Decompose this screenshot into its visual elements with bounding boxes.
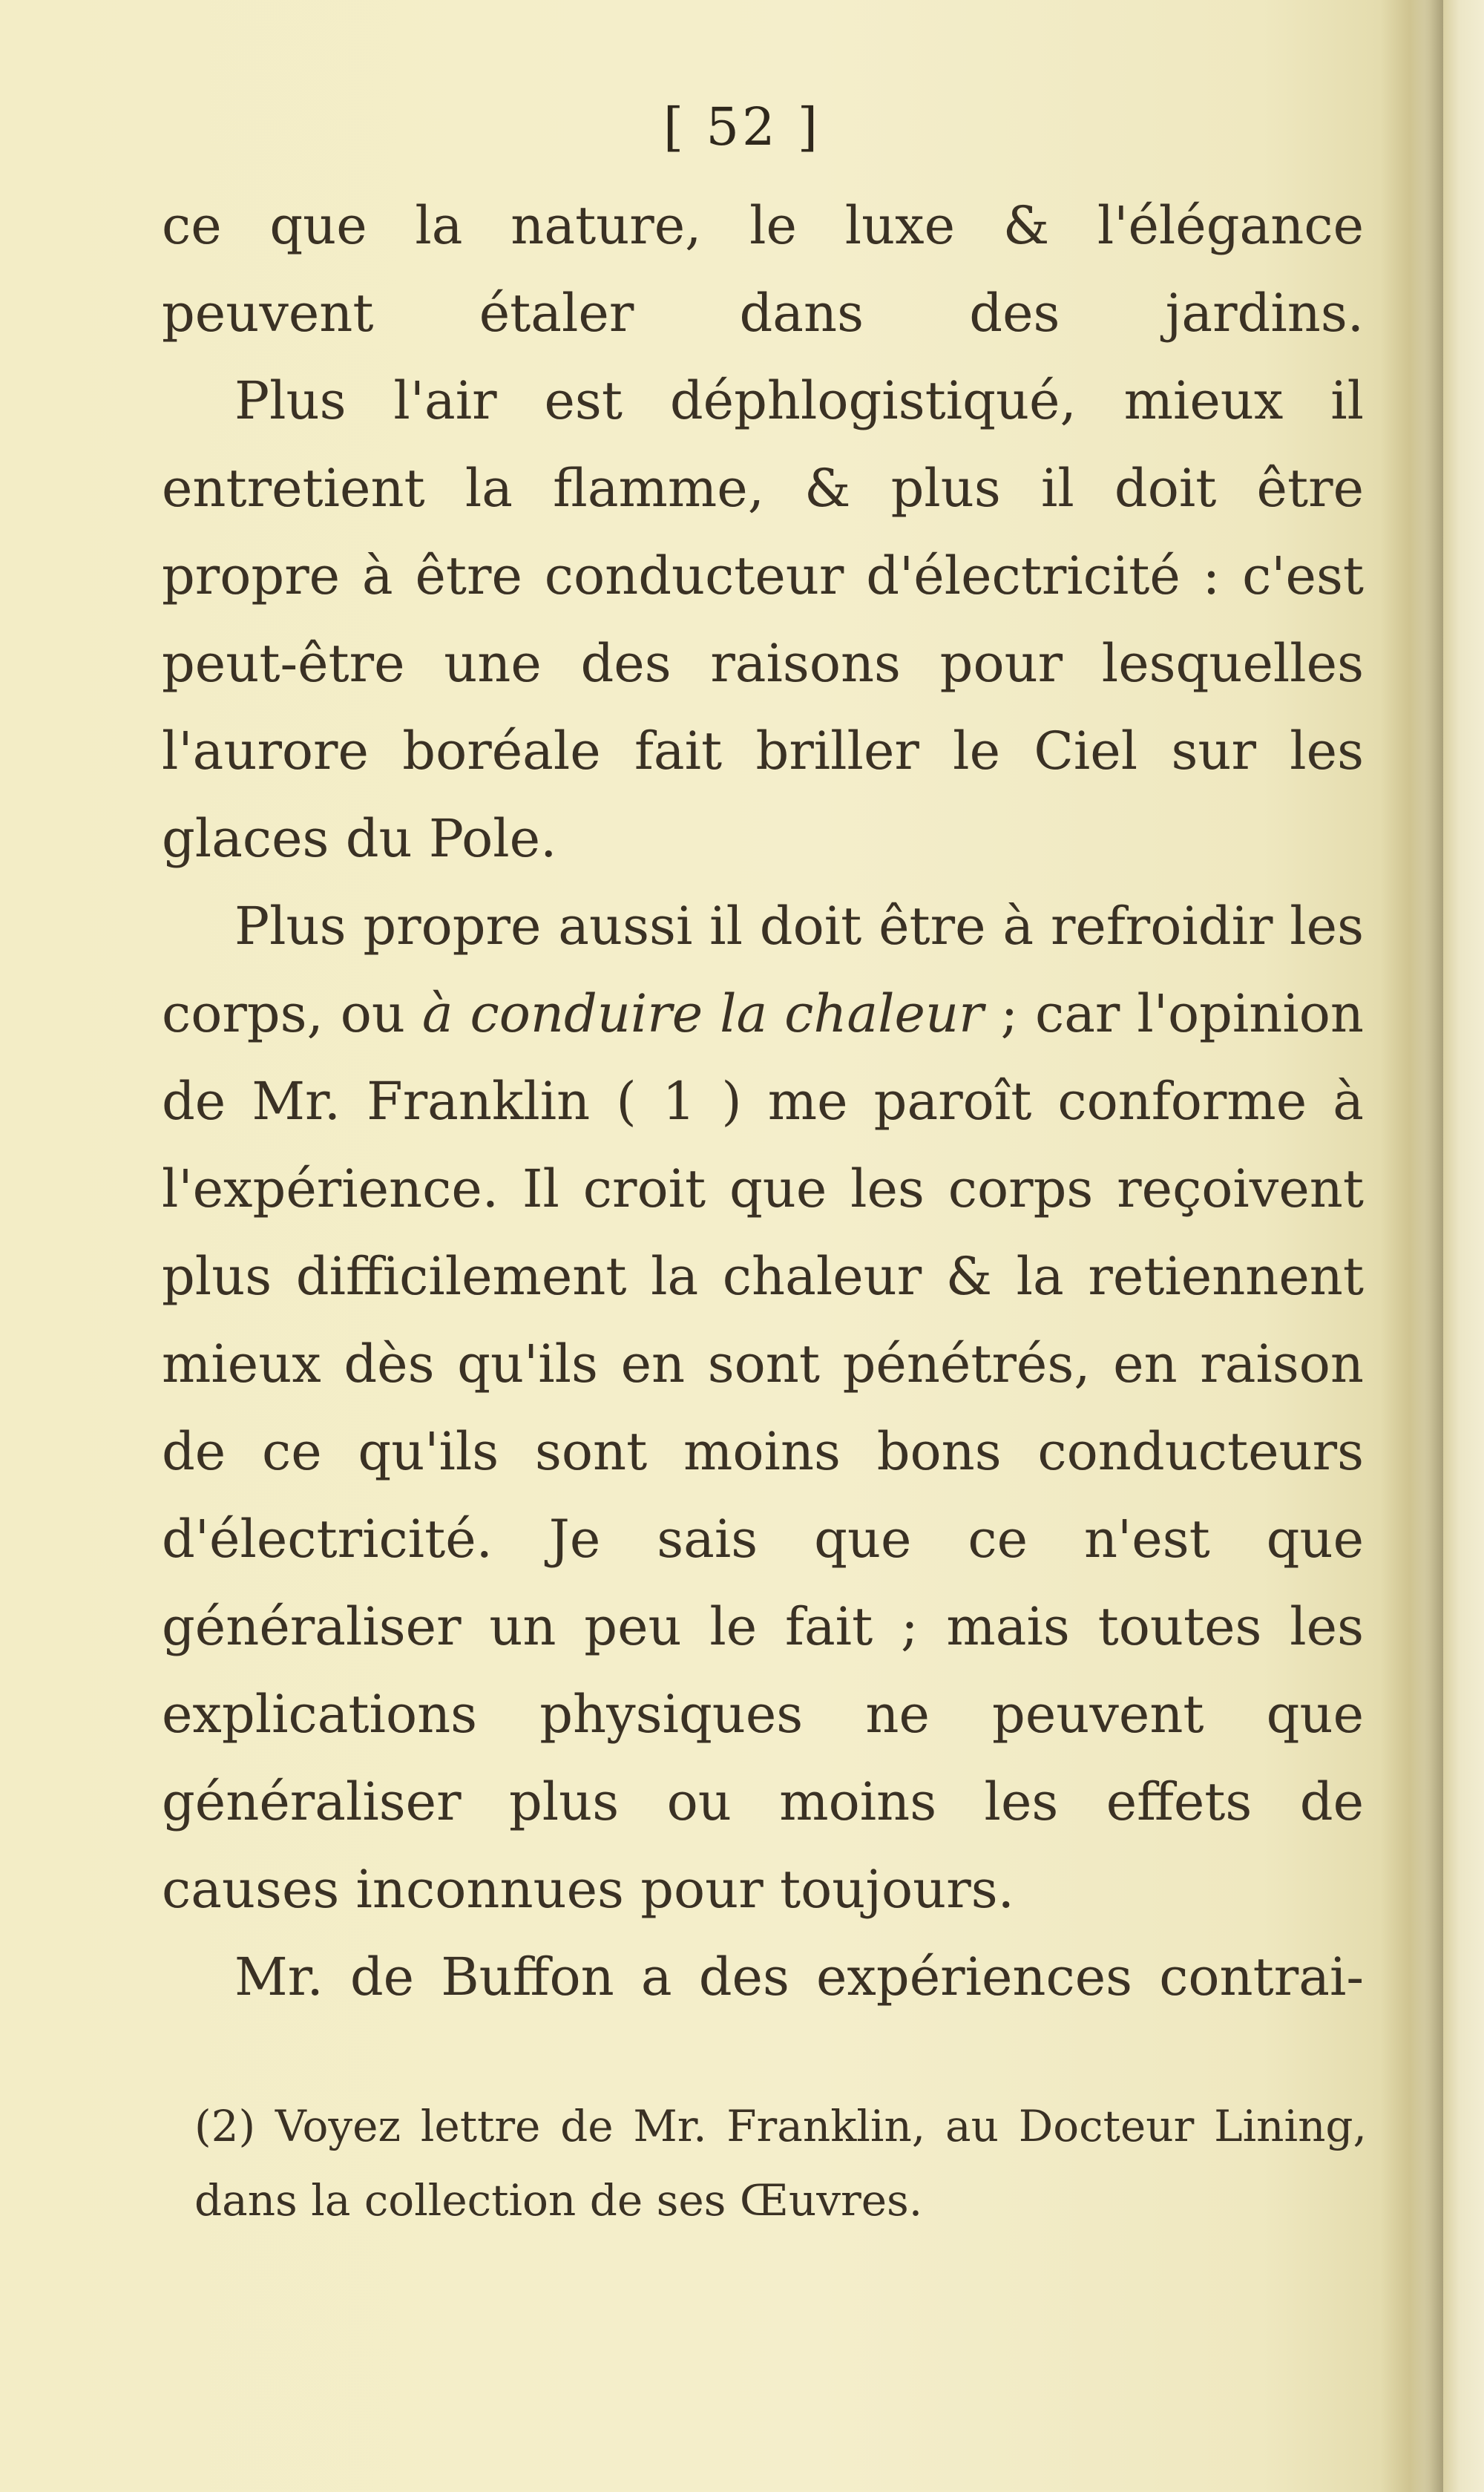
- paragraph-dephlogisticated-air: Plus l'air est déphlogistiqué, mieux il entretient la flamme, & plus il doit être propre à être conducteur d'électricité : c'est peut-être une des raisons pour lesquelles l'aurore boréale fait briller le Ciel sur les glaces du Pole.: [162, 370, 1364, 869]
- italic-phrase: à conduire la chaleur: [421, 983, 984, 1044]
- paragraph-continuation: ce que la nature, le luxe & l'élégance peuvent étaler dans des jardins.: [162, 195, 1364, 344]
- footnote: [194, 2089, 1367, 2237]
- paragraph-text-rest: ; car l'opinion de Mr. Franklin ( 1 ) me paroît conforme à l'expérience. Il croit que les corps reçoivent plus difficilement la chaleur & la retiennent mieux dès qu'ils en sont pénétrés, en raison de ce qu'ils sont moins bons conducteurs d'électricité. Je sais que ce n'est que généraliser un peu le fait ; mais toutes les explications physiques ne peuvent que généraliser plus ou moins les effets de causes inconnues pour toujours.: [162, 983, 1364, 1920]
- body-text: [162, 182, 1364, 2021]
- paragraph-text-start: Plus propre aussi il doit être à refroidir les corps, ou: [162, 896, 1364, 1044]
- page-number: [ 52 ]: [663, 96, 821, 157]
- paragraph-franklin-heat: [162, 882, 1364, 1933]
- next-page-edge: [1443, 0, 1484, 2492]
- footnote-text: (2) Voyez lettre de Mr. Franklin, au Docteur Lining, dans la collection de ses Œuvres.: [194, 2101, 1367, 2226]
- paragraph-buffon: Mr. de Buffon a des expériences contrai-: [234, 1947, 1364, 2007]
- gutter-shadow: [1410, 0, 1443, 2492]
